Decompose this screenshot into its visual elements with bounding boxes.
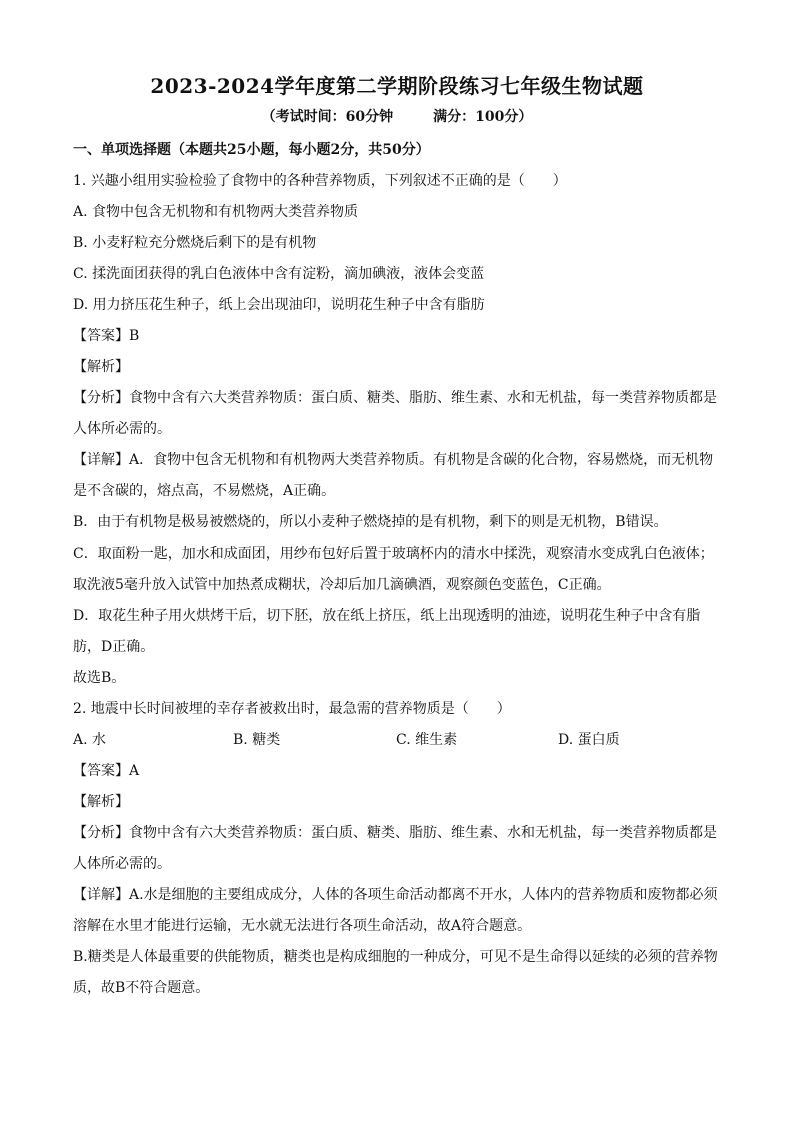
question-2-xiangjie-line-2: 溶解在水里才能进行运输，无水就无法进行各项生命活动，故A符合题意。 (73, 918, 532, 934)
question-1-stem: 1. 兴趣小组用实验检验了食物中的各种营养物质，下列叙述不正确的是（ ） (73, 173, 567, 189)
question-2-option-a: A. 水 (73, 732, 107, 748)
question-1-option-a: A. 食物中包含无机物和有机物两大类营养物质 (73, 204, 359, 220)
question-2-explain-b-line-1: B.糖类是人体最重要的供能物质，糖类也是构成细胞的一种成分，可见不是生命得以延续的必须的营养物 (73, 949, 718, 965)
question-1-fenxi-line-2: 人体所必需的。 (73, 421, 171, 437)
question-1-explain-d-line-2: 肪，D正确。 (73, 639, 155, 655)
question-2-stem: 2. 地震中长时间被埋的幸存者被救出时，最急需的营养物质是（ ） (73, 701, 511, 717)
question-2-fenxi-line-2: 人体所必需的。 (73, 856, 171, 872)
question-1-analysis-label: 【解析】 (73, 359, 129, 375)
question-1-conclusion: 故选B。 (73, 670, 126, 686)
question-1-option-d: D. 用力挤压花生种子，纸上会出现油印，说明花生种子中含有脂肪 (73, 297, 485, 313)
question-1-explain-c-line-2: 取洗液5毫升放入试管中加热煮成糊状，冷却后加几滴碘酒，观察颜色变蓝色，C正确。 (73, 577, 611, 593)
question-1-explain-b: B．由于有机物是极易被燃烧的，所以小麦种子燃烧掉的是有机物，剩下的则是无机物，B错误。 (73, 514, 668, 530)
full-score: 满分：100分） (433, 109, 533, 125)
question-1-xiangjie-line-2: 是不含碳的，熔点高，不易燃烧，A正确。 (73, 483, 336, 499)
question-2-explain-b-line-2: 质，故B不符合题意。 (73, 980, 210, 996)
page-title: 2023-2024学年度第二学期阶段练习七年级生物试题 (150, 74, 644, 98)
question-1-explain-c-line-1: C．取面粉一匙，加水和成面团，用纱布包好后置于玻璃杯内的清水中揉洗，观察清水变成乳白色液体； (73, 546, 714, 562)
question-2-option-b: B. 糖类 (233, 732, 281, 748)
section-heading: 一、单项选择题（本题共25小题，每小题2分，共50分） (73, 142, 430, 158)
question-2-xiangjie-line-1: 【详解】A.水是细胞的主要组成成分，人体的各项生命活动都离不开水，人体内的营养物质和废物都必须 (73, 887, 718, 903)
question-1-xiangjie-line-1: 【详解】A．食物中包含无机物和有机物两大类营养物质。有机物是含碳的化合物，容易燃烧，而无机物 (73, 452, 714, 468)
question-2-option-c: C. 维生素 (396, 732, 458, 748)
question-1-option-c: C. 揉洗面团获得的乳白色液体中含有淀粉，滴加碘液，液体会变蓝 (73, 266, 485, 282)
question-1-option-b: B. 小麦籽粒充分燃烧后剩下的是有机物 (73, 235, 317, 251)
question-2-answer: 【答案】A (73, 763, 140, 779)
question-2-fenxi-line-1: 【分析】食物中含有六大类营养物质：蛋白质、糖类、脂肪、维生素、水和无机盐，每一类营养物质都是 (73, 825, 717, 841)
question-1-explain-d-line-1: D．取花生种子用火烘烤干后，切下胚，放在纸上挤压，纸上出现透明的油迹，说明花生种子中含有脂 (73, 608, 701, 624)
exam-time: （考试时间：60分钟 (261, 109, 394, 125)
question-1-fenxi-line-1: 【分析】食物中含有六大类营养物质：蛋白质、糖类、脂肪、维生素、水和无机盐，每一类营养物质都是 (73, 390, 717, 406)
question-2-analysis-label: 【解析】 (73, 794, 129, 810)
exam-info (0, 106, 794, 126)
question-1-answer: 【答案】B (73, 328, 140, 344)
question-2-option-d: D. 蛋白质 (558, 732, 620, 748)
